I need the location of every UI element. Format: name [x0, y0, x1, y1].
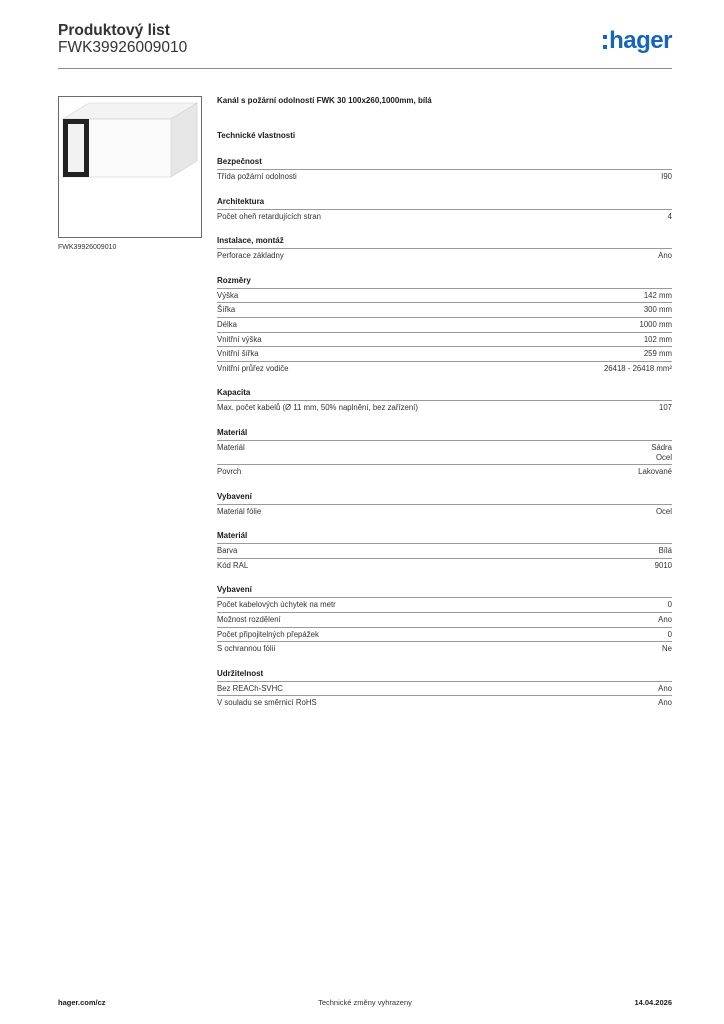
property-label: V souladu se směrnicí RoHS	[217, 698, 317, 708]
property-row	[217, 543, 672, 558]
footer-note: Technické změny vyhrazeny	[318, 998, 412, 1007]
property-row	[217, 317, 672, 332]
property-section	[217, 388, 672, 415]
property-label: Vnitřní výška	[217, 334, 262, 344]
property-value: Ne	[662, 644, 672, 654]
section-title: Bezpečnost	[217, 157, 262, 166]
footer-website[interactable]: hager.com/cz	[58, 998, 106, 1007]
document-title: Produktový list	[58, 22, 170, 39]
property-value: Ocel	[655, 506, 672, 516]
property-section	[217, 428, 672, 479]
property-section	[217, 236, 672, 263]
property-label: Barva	[217, 546, 238, 556]
property-row	[217, 346, 672, 361]
property-row	[217, 464, 672, 479]
property-row	[217, 641, 672, 656]
property-section	[217, 197, 672, 224]
property-value: 9010	[654, 560, 672, 570]
page-header	[58, 22, 672, 70]
logo-dots-icon	[603, 35, 607, 49]
property-value: Ano	[658, 614, 672, 624]
property-row	[217, 209, 672, 224]
property-label: Vnitřní průřez vodiče	[217, 363, 289, 373]
property-section	[217, 276, 672, 376]
page-footer	[58, 998, 672, 1010]
property-label: Počet kabelových úchytek na metr	[217, 600, 336, 610]
section-title: Instalace, montáž	[217, 236, 284, 246]
property-section	[217, 531, 672, 572]
product-image	[58, 96, 202, 238]
section-title: Kapacita	[217, 388, 251, 398]
section-title: Udržitelnost	[217, 668, 264, 678]
section-title: Architektura	[217, 196, 265, 206]
hager-logo	[603, 27, 672, 55]
property-value: 1000 mm	[639, 319, 672, 329]
properties-list	[217, 157, 672, 710]
property-label: Třída požární odolnosti	[217, 172, 297, 181]
image-caption: FWK39926009010	[58, 244, 117, 251]
property-value: 26418 - 26418 mm²	[603, 363, 672, 373]
property-row	[217, 627, 672, 642]
section-title: Materiál	[217, 427, 248, 437]
property-label: Šířka	[217, 305, 236, 315]
property-row	[217, 440, 672, 464]
property-section	[217, 669, 672, 710]
section-title: Rozměry	[217, 275, 251, 285]
header-divider	[58, 68, 672, 69]
property-label: Délka	[217, 319, 237, 329]
property-value: 4	[667, 211, 672, 221]
property-value: Sádra Ocel	[651, 442, 672, 463]
property-value: 259 mm	[643, 349, 672, 359]
property-label: Počet připojitelných přepážek	[217, 629, 319, 639]
property-row	[217, 302, 672, 317]
property-row	[217, 681, 672, 696]
section-title: Vybavení	[217, 491, 252, 501]
section-title: Vybavení	[217, 585, 252, 595]
footer-date: 14.04.2026	[634, 998, 672, 1007]
property-label: Vnitřní šířka	[217, 349, 259, 359]
property-value: 0	[667, 629, 672, 639]
property-row	[217, 288, 672, 303]
property-row	[217, 400, 672, 415]
property-value: Ano	[658, 683, 672, 693]
property-row	[217, 695, 672, 710]
product-details	[217, 96, 672, 710]
product-name: Kanál s požární odolností FWK 30 100x260,1000mm, bílá	[217, 96, 432, 105]
property-label: Max. počet kabelů (Ø 11 mm, 50% naplnění, bez zařízení)	[217, 403, 418, 413]
property-row	[217, 169, 672, 184]
property-value: Lakované	[638, 466, 672, 476]
logo-text: hager	[609, 27, 672, 54]
property-value: I90	[661, 172, 672, 181]
property-row	[217, 504, 672, 519]
property-row	[217, 248, 672, 263]
property-value: 142 mm	[643, 290, 672, 300]
property-label: Perforace základny	[217, 251, 284, 261]
property-label: Kód RAL	[217, 560, 249, 570]
property-section	[217, 585, 672, 655]
property-label: Materiál	[217, 442, 245, 452]
property-value: 300 mm	[643, 305, 672, 315]
property-value: Ano	[658, 698, 672, 708]
property-label: Materiál fólie	[217, 506, 262, 516]
product-code: FWK39926009010	[58, 39, 188, 56]
property-value: 102 mm	[643, 334, 672, 344]
property-value: 0	[667, 600, 672, 610]
property-label: Možnost rozdělení	[217, 614, 281, 624]
property-value: 107	[658, 403, 672, 413]
property-section	[217, 492, 672, 519]
property-section	[217, 157, 672, 184]
property-row	[217, 332, 672, 347]
property-label: Povrch	[217, 466, 242, 476]
property-label: S ochrannou fólií	[217, 644, 276, 654]
property-label: Bez REACh-SVHC	[217, 683, 283, 693]
property-row	[217, 361, 672, 376]
section-title: Materiál	[217, 531, 248, 541]
property-row	[217, 612, 672, 627]
property-value: Ano	[658, 251, 672, 261]
property-row	[217, 558, 672, 573]
cable-duct-illustration	[59, 97, 201, 237]
property-value: Bílá	[658, 546, 672, 556]
technical-properties-heading: Technické vlastnosti	[217, 131, 296, 140]
property-label: Výška	[217, 290, 239, 300]
property-label: Počet oheň retardujících stran	[217, 211, 322, 221]
property-row	[217, 597, 672, 612]
